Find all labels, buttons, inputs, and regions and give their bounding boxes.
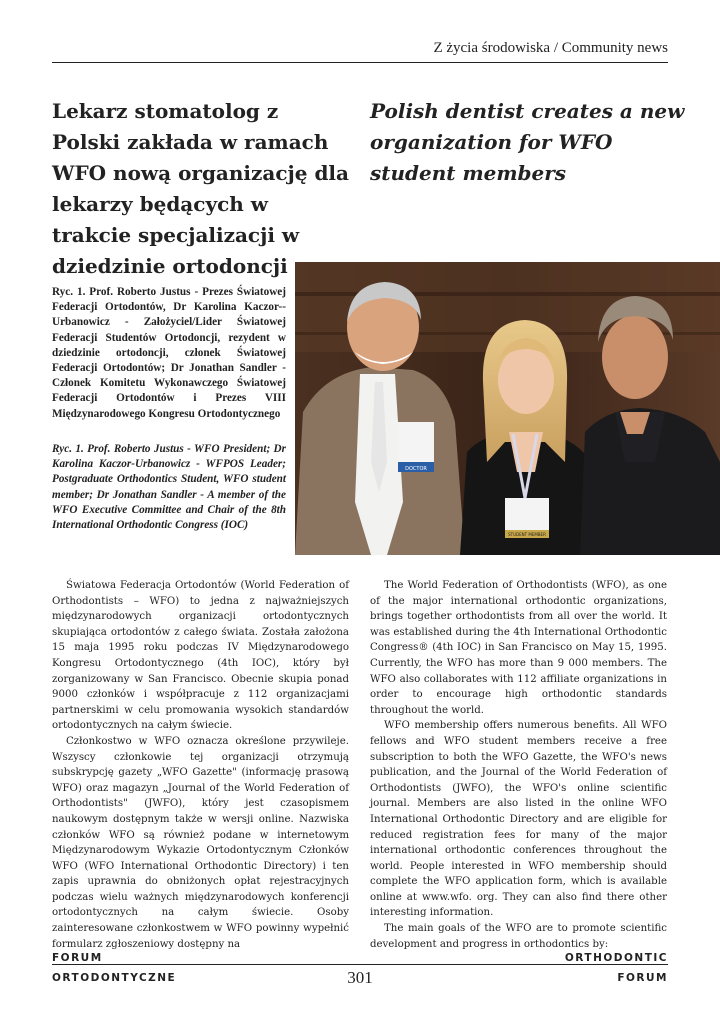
journal-name-line: FORUM: [52, 952, 103, 964]
group-photo: [295, 262, 720, 555]
page-header: [52, 38, 668, 63]
badge-middle-text: STUDENT MEMBER: [508, 532, 546, 537]
article-title-polish: Lekarz stomatolog z Polski zakłada w ramach WFO nową organizację dla lekarzy będących w trakcie specjalizacji w dziedzinie ortodoncji: [52, 99, 349, 278]
body-column-polish: [52, 578, 349, 952]
journal-name-line: FORUM: [617, 972, 668, 984]
journal-name-line: ORTODONTYCZNE: [52, 972, 177, 984]
section-title: Z życia środowiska / Community news: [433, 40, 668, 56]
journal-name-line: ORTHODONTIC: [564, 952, 668, 964]
paragraph: Członkostwo w WFO oznacza określone przywileje. Wszyscy członkowie tej organizacji otrzymują subskrypcję gazety „WFO Gazette" (informację prasową WFO) oraz magazyn „Journal of the World Federation of Orthodontists" (JWFO), który jest czasopismem naukowym dostępnym także w wersji online. Nazwiska członków WFO są również podane w internetowym Międzynarodowym Wykazie Ortodontycznym Członków WFO (WFO International Orthodontic Directory) i ten zapis uprawnia do obniżonych opłat rejestracyjnych podczas wielu ważnych międzynarodowych konferencji ortodontycznych na całym świecie. Osoby zainteresowane członkostwem w WFO powinny wypełnić formularz zgłoszeniowy dostępny na: [52, 735, 349, 950]
figure-caption-polish: Ryc. 1. Prof. Roberto Justus - Prezes Światowej Federacji Ortodontów, Dr Karolina Kaczor--Urbanowicz - Założyciel/Lider Światowej Federacji Studentów Ortodoncji, rezydent w dziedzinie ortodoncji, członek Światowej Federacji Ortodontów; Dr Jonathan Sandler - Członek Komitetu Wykonawczego Światowej Federacji Ortodontów i Prezes VIII Międzynarodowego Kongresu Ortodontycznego: [52, 286, 286, 420]
article-title-english: Polish dentist creates a new organization for WFO student members: [370, 99, 685, 185]
badge-left-text: DOCTOR: [405, 466, 427, 472]
paragraph: Światowa Federacja Ortodontów (World Federation of Orthodontists – WFO) to jedna z najważniejszych międzynarodowych organizacji ortodontycznych skupiająca ortodontów z całego świata. Została założona 15 maja 1995 roku podczas IV Międzynarodowego Kongresu Ortodontycznego (4th IOC), który był zorganizowany w San Francisco. Obecnie skupia ponad 9000 członków i współpracuje z 112 organizacjami partnerskimi w celu promowania wysokich standardów ortodontycznych na całym świecie.: [52, 580, 349, 732]
page-number: 301: [347, 968, 373, 987]
paragraph: WFO membership offers numerous benefits. All WFO fellows and WFO student members receive a free subscription to both the WFO Gazette, the WFO's news publication, and the Journal of the World Federation of Orthodontists (JWFO), the WFO's online scientific journal. Members are also listed in the online WFO International Orthodontic Directory and are eligible for reduced registration fees for many of the major international orthodontic conferences throughout the world. People interested in WFO membership should complete the WFO application form, which is available online at www.wfo. org. They can also find there other interesting information.: [370, 720, 667, 919]
body-column-english: [370, 578, 667, 952]
paragraph: The main goals of the WFO are to promote scientific development and progress in orthodontics by:: [370, 923, 667, 950]
paragraph: The World Federation of Orthodontists (WFO), as one of the major international orthodontic organizations, brings together orthodontists from all over the world. It was established during the 4th International Orthodontic Congress® (4th IOC) in San Francisco on May 15, 1995. Currently, the WFO has more than 9 000 members. The WFO also collaborates with 112 affiliate organizations in order to encourage high orthodontic standards throughout the world.: [370, 580, 667, 716]
figure-caption-english: Ryc. 1. Prof. Roberto Justus - WFO President; Dr Karolina Kaczor-Urbanowicz - WFPOS Leader; Postgraduate Orthodontics Student, WFO student member; Dr Jonathan Sandler - A member of the WFO Executive Committee and Chair of the 8th International Orthodontic Congress (IOC): [52, 443, 286, 532]
